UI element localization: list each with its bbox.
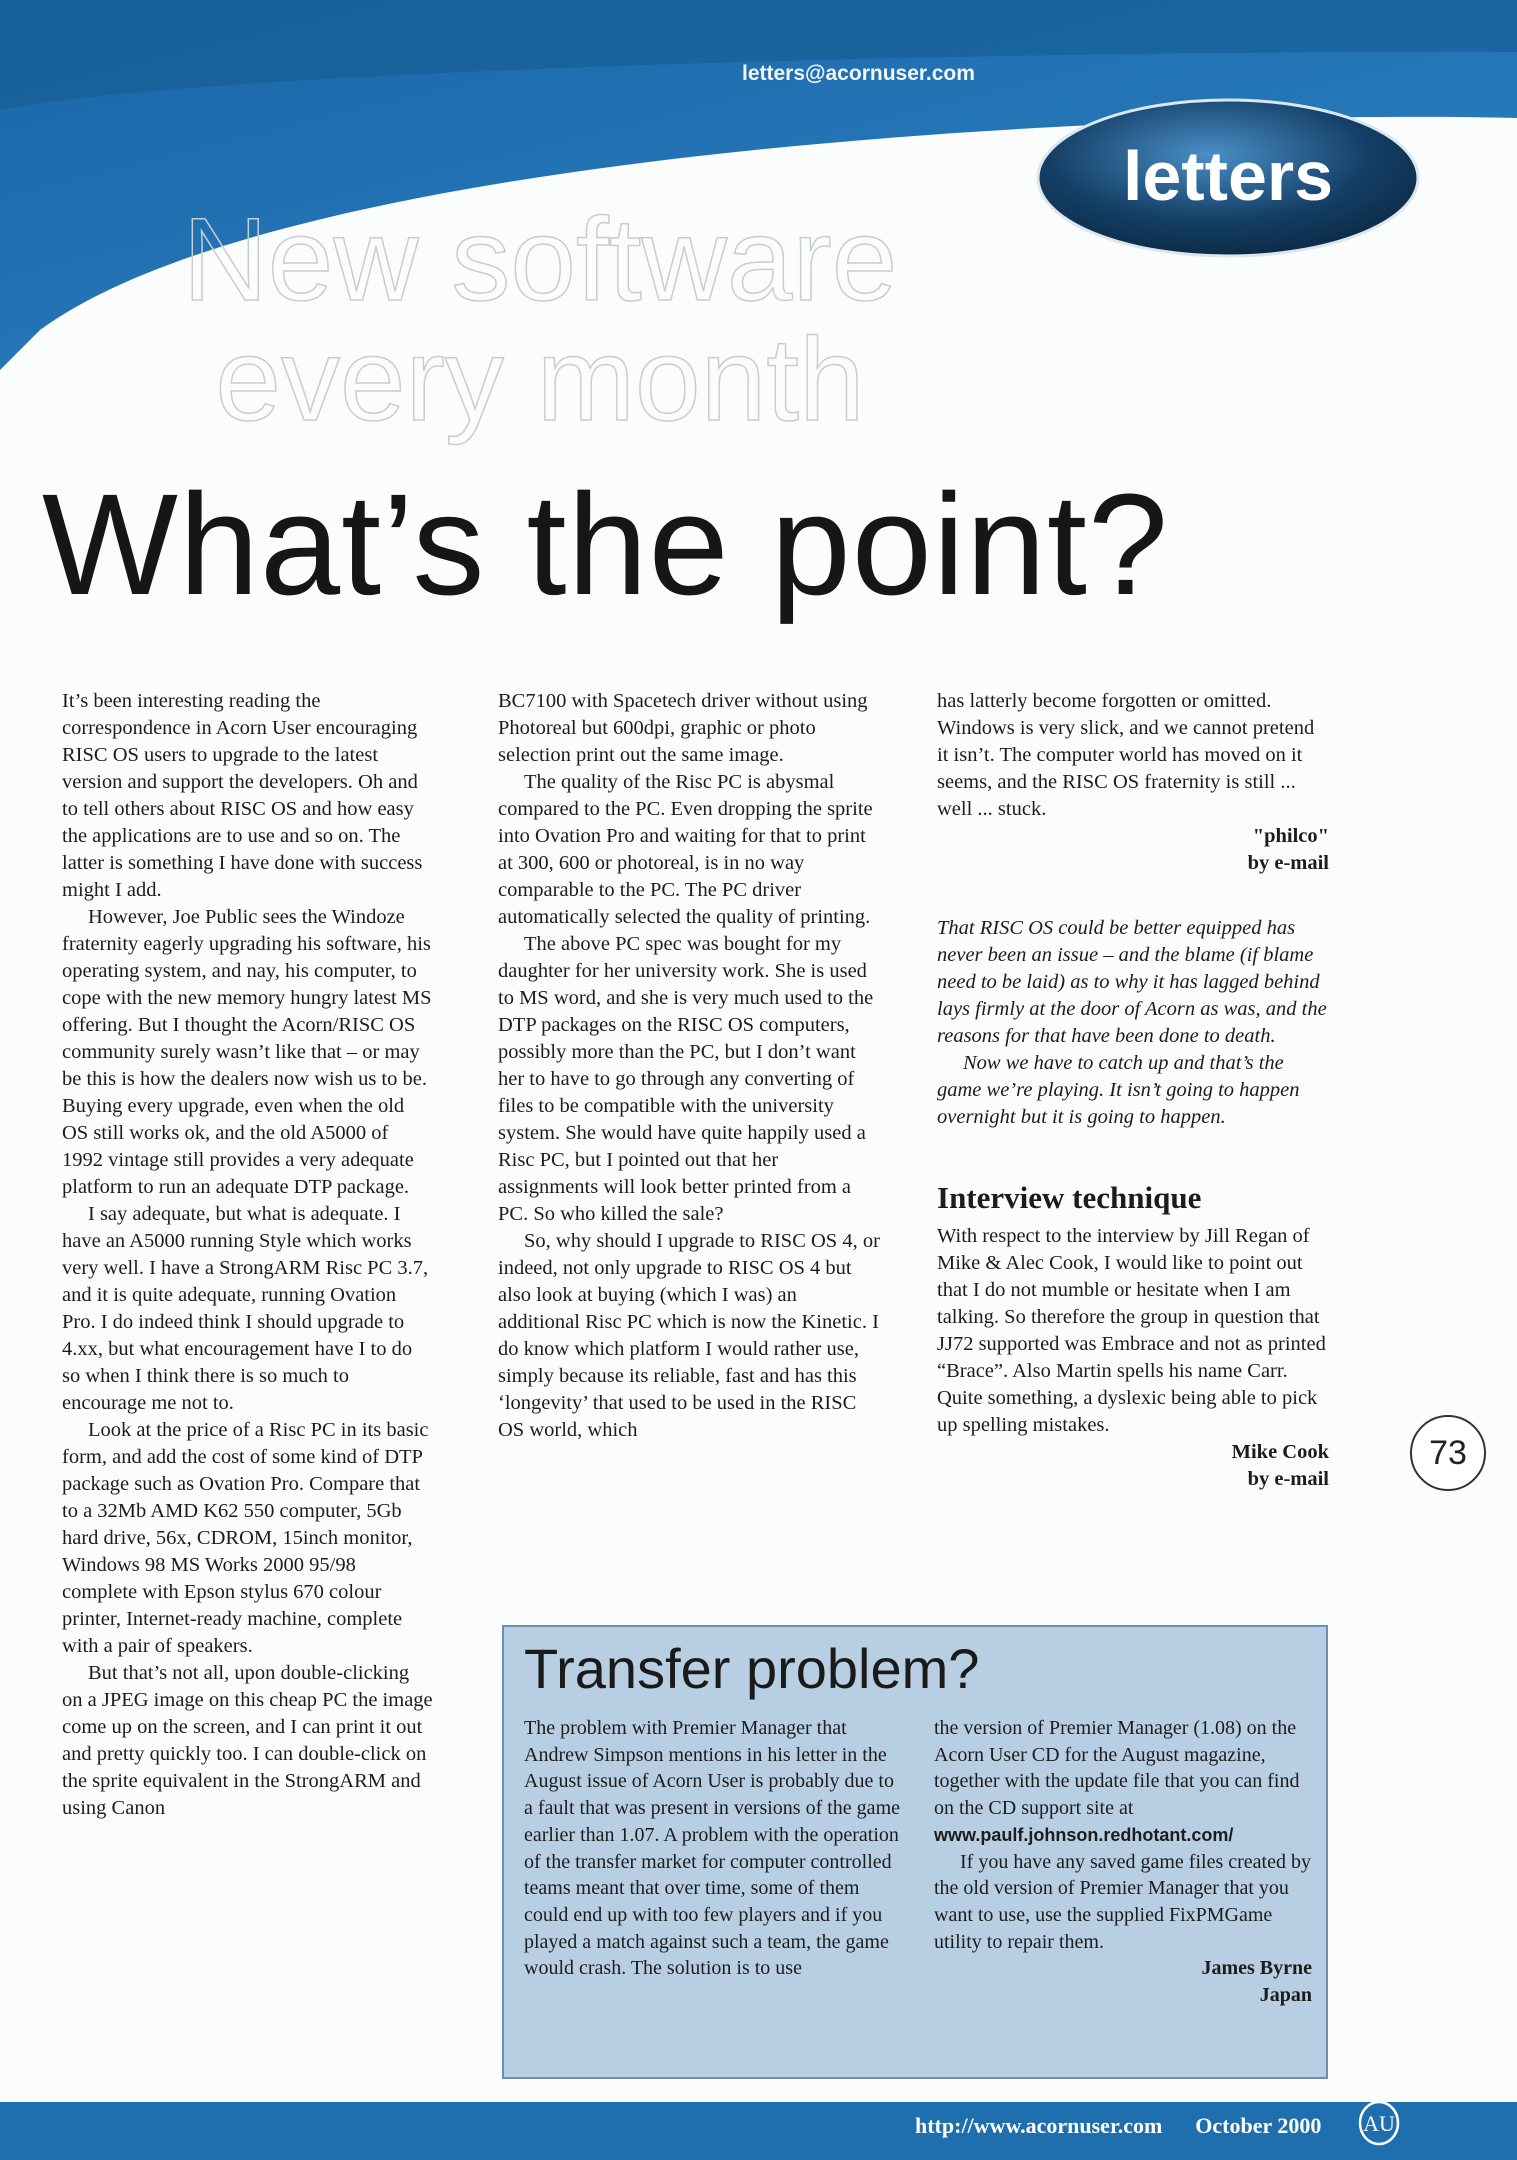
footer-text (915, 2113, 1321, 2139)
section-badge-text: letters (1122, 137, 1334, 215)
letter1-column-3 (937, 688, 1329, 1493)
letter2-body: With respect to the interview by Jill Regan of Mike & Alec Cook, I would like to point out that I do not mumble or hesitate when I am talking. So therefore the group in question that JJ72 supported was Embrace and not as printed “Brace”. Also Martin spells his name Carr. Quite something, a dyslexic being able to pick up spelling mistakes. (937, 1225, 1326, 1436)
letter1-paragraph: However, Joe Public sees the Windoze fraternity eagerly upgrading his software, his operating system, and nay, his computer, to cope with the new memory hungry latest MS offering. But I thought the Acorn/RISC OS community surely wasn’t like that – or may be this is how the dealers now wish us to be. Buying every upgrade, even when the old OS still works ok, and the old A5000 of 1992 vintage still provides a very adequate platform to run an adequate DTP package. (62, 906, 432, 1198)
au-logo-text: AU (1363, 2111, 1395, 2136)
letter1-paragraph: The quality of the Risc PC is abysmal compared to the PC. Even dropping the sprite into Ovation Pro and waiting for that to print at 300, 600 or photoreal, is in no way comparable to the PC. The PC driver automatically selected the quality of printing. (498, 771, 873, 928)
letter1-paragraph: Look at the price of a Risc PC in its basic form, and add the cost of some kind of DTP package such as Ovation Pro. Compare that to a 32Mb AMD K62 550 computer, 5Gb hard drive, 56x, CDROM, 15inch monitor, Windows 98 MS Works 2000 95/98 complete with Epson stylus 670 colour printer, Internet-ready machine, complete with a pair of speakers. (62, 1419, 429, 1657)
letter1-paragraph: But that’s not all, upon double-clicking on a JPEG image on this cheap PC the image come up on the screen, and I can print it out and pretty quickly too. I can double-click on the sprite equivalent in the StrongARM and using Canon (62, 1662, 433, 1819)
header-email: letters@acornuser.com (742, 62, 975, 85)
letter1-column-2 (498, 688, 882, 1444)
editor-reply-paragraph: Now we have to catch up and that’s the game we’re playing. It isn’t going to happen overnight but it is going to happen. (937, 1052, 1300, 1128)
watermark-line-2: every month (215, 314, 865, 446)
footer-date: October 2000 (1195, 2113, 1322, 2138)
letter2-signature-name: Mike Cook (1231, 1441, 1329, 1463)
page-number: 73 (1410, 1415, 1486, 1491)
letter3-column-2 (934, 1715, 1312, 2009)
letter3-paragraph: The problem with Premier Manager that Andrew Simpson mentions in his letter in the August issue of Acorn User is probably due to a fault that was present in versions of the game earlier than 1.07. A problem with the operation of the transfer market for computer controlled teams meant that over time, some of them could end up with too few players and if you played a match against such a team, the game would crash. The solution is to use (524, 1717, 900, 1980)
letter1-signature-name: "philco" (1252, 825, 1329, 847)
watermark-text (60, 194, 1020, 446)
letter1-paragraph: has latterly become forgotten or omitted. Windows is very slick, and we cannot pretend it isn’t. The computer world has moved on it seems, and the RISC OS fraternity is still ... well ... stuck. (937, 690, 1315, 820)
watermark-line-1: New software (182, 194, 898, 326)
letter2-signature-via: by e-mail (1247, 1468, 1329, 1490)
letter3-column-1 (524, 1715, 902, 1982)
footer-url[interactable]: http://www.acornuser.com (915, 2113, 1163, 2138)
letter3-paragraph (934, 1715, 1312, 1849)
support-site-link[interactable]: www.paulf.johnson.redhotant.com/ (934, 1824, 1234, 1845)
letter3-box (502, 1625, 1328, 2079)
letter2-title: Interview technique (937, 1180, 1202, 1215)
letter1-paragraph: I say adequate, but what is adequate. I have an A5000 running Style which works very well. I have a StrongARM Risc PC 3.7, and it is quite adequate, running Ovation Pro. I do indeed think I should upgrade to 4.xx, but what encouragement have I to do so when I think there is so much to encourage me not to. (62, 1203, 429, 1414)
letter1-paragraph: It’s been interesting reading the correspondence in Acorn User encouraging RISC OS users to upgrade to the latest version and support the developers. Oh and to tell others about RISC OS and how easy the applications are to use and so on. The latter is something I have done with success might I add. (62, 690, 423, 901)
letter1-column-1 (62, 688, 434, 1822)
letter1-signature-via: by e-mail (1247, 852, 1329, 874)
letter3-paragraph: If you have any saved game files created by the old version of Premier Manager that you want to use, use the supplied FixPMGame utility to repair them. (934, 1850, 1311, 1953)
letter3-paragraph-text: the version of Premier Manager (1.08) on the Acorn User CD for the August magazine, together with the update file that you can find on the CD support site at (934, 1717, 1300, 1820)
letter1-paragraph: The above PC spec was bought for my daughter for her university work. She is used to MS word, and she is very much used to the DTP packages on the RISC OS computers, possibly more than the PC, but I don’t want her to have to go through any converting of files to be compatible with the university system. She would have quite happily used a Risc PC, but I pointed out that her assignments will look better printed from a PC. So who killed the sale? (498, 933, 874, 1225)
page-headline: What’s the point? (42, 464, 1170, 625)
letter1-paragraph: So, why should I upgrade to RISC OS 4, or indeed, not only upgrade to RISC OS 4 but also look at buying (which I was) an additional Risc PC which is now the Kinetic. I do know which platform I would rather use, simply because its reliable, fast and has this ‘longevity’ that used to be used in the RISC OS world, which (498, 1230, 880, 1441)
letter3-signature-place: Japan (1259, 1984, 1312, 2007)
editor-reply (937, 915, 1329, 1131)
letter1-paragraph: BC7100 with Spacetech driver without using Photoreal but 600dpi, graphic or photo selection print out the same image. (498, 690, 868, 766)
letter3-signature-name: James Byrne (1201, 1957, 1312, 1980)
letter2 (937, 1179, 1329, 1493)
letter3-title: Transfer problem? (524, 1637, 980, 1700)
editor-reply-paragraph: That RISC OS could be better equipped has never been an issue – and the blame (if blame need to be laid) as to why it has lagged behind lays firmly at the door of Acorn as was, and the reasons for that have been done to death. (937, 917, 1327, 1047)
au-logo-icon (1356, 2100, 1402, 2146)
